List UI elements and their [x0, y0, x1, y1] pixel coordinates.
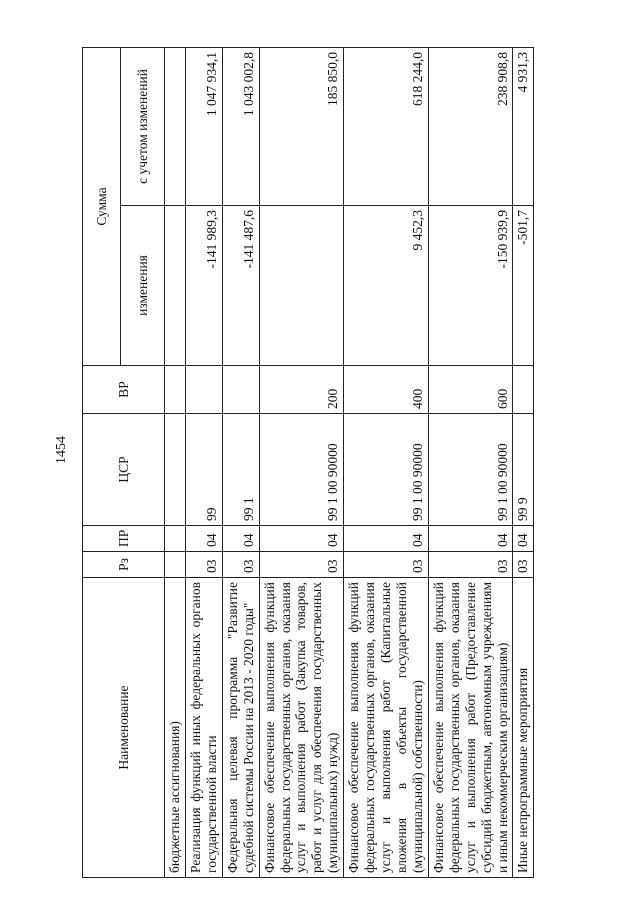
- row-vr-cell: [165, 366, 186, 414]
- table-row: [165, 47, 186, 877]
- row-csr-cell: 99 9: [513, 414, 534, 526]
- rotated-table-container: [82, 48, 602, 878]
- row-name-cell: Федеральная целевая программа "Развитие судебной системы России на 2013 - 2020 годы": [222, 578, 259, 878]
- row-change-cell: -150 939,9: [428, 206, 513, 366]
- header-with-change: с учетом изменений: [121, 47, 165, 205]
- table-row: [222, 47, 259, 877]
- table-row: [185, 47, 222, 877]
- row-total-cell: 1 043 002,8: [222, 47, 259, 205]
- row-name-cell: бюджетные ассигнования): [165, 578, 186, 878]
- row-rz-cell: 03: [428, 552, 513, 578]
- row-vr-cell: [222, 366, 259, 414]
- row-rz-cell: [165, 552, 186, 578]
- row-pr-cell: 04: [428, 526, 513, 552]
- row-total-cell: [165, 47, 186, 205]
- row-pr-cell: [165, 526, 186, 552]
- row-vr-cell: 400: [344, 366, 429, 414]
- table-row: [344, 47, 429, 877]
- header-vr: ВР: [83, 366, 165, 414]
- row-change-cell: -141 989,3: [185, 206, 222, 366]
- row-pr-cell: 04: [344, 526, 429, 552]
- header-csr: ЦСР: [83, 414, 165, 526]
- row-rz-cell: 03: [185, 552, 222, 578]
- row-name-cell: Финансовое обеспечение выполнения функций федеральных государственных органов, оказания услуг и выполнения работ (Капитальные вложения в объекты государственной (муниципальной) собственности): [344, 578, 429, 878]
- row-name-cell: Финансовое обеспечение выполнения функций федеральных государственных органов, оказания услуг и выполнения работ (Закупка товаров, работ и услуг для обеспечения государственных (муниципальных) нужд): [259, 578, 344, 878]
- row-pr-cell: 04: [513, 526, 534, 552]
- header-pr: ПР: [83, 526, 165, 552]
- row-change-cell: -141 487,6: [222, 206, 259, 366]
- budget-table: [82, 47, 534, 878]
- row-name-cell: Финансовое обеспечение выполнения функций федеральных государственных органов, оказания услуг и выполнения работ (Предоставление субсидий бюджетным, автономным учреждениям и иным некоммерческим организациям): [428, 578, 513, 878]
- row-pr-cell: 04: [185, 526, 222, 552]
- row-change-cell: [165, 206, 186, 366]
- row-rz-cell: 03: [222, 552, 259, 578]
- row-change-cell: 9 452,3: [344, 206, 429, 366]
- row-total-cell: 1 047 934,1: [185, 47, 222, 205]
- row-vr-cell: 200: [259, 366, 344, 414]
- table-body: [165, 47, 534, 877]
- row-pr-cell: 04: [259, 526, 344, 552]
- table-row: [428, 47, 513, 877]
- row-name-cell: Иные непрограммные мероприятия: [513, 578, 534, 878]
- row-csr-cell: 99 1 00 90000: [344, 414, 429, 526]
- row-csr-cell: 99 1 00 90000: [428, 414, 513, 526]
- row-total-cell: 618 244,0: [344, 47, 429, 205]
- row-rz-cell: 03: [259, 552, 344, 578]
- row-change-cell: -501,7: [513, 206, 534, 366]
- row-vr-cell: [185, 366, 222, 414]
- row-total-cell: 185 850,0: [259, 47, 344, 205]
- header-sum: Сумма: [83, 47, 121, 365]
- table-header: [83, 47, 165, 877]
- row-csr-cell: 99 1: [222, 414, 259, 526]
- row-total-cell: 4 931,3: [513, 47, 534, 205]
- header-rz: Рз: [83, 552, 165, 578]
- row-csr-cell: 99: [185, 414, 222, 526]
- page-number: 1454: [54, 436, 69, 464]
- row-rz-cell: 03: [344, 552, 429, 578]
- row-name-cell: Реализация функций иных федеральных органов государственной власти: [185, 578, 222, 878]
- row-change-cell: [259, 206, 344, 366]
- row-csr-cell: [165, 414, 186, 526]
- row-vr-cell: 600: [428, 366, 513, 414]
- header-change: изменения: [121, 206, 165, 366]
- table-row: [259, 47, 344, 877]
- row-csr-cell: 99 1 00 90000: [259, 414, 344, 526]
- row-rz-cell: 03: [513, 552, 534, 578]
- row-pr-cell: 04: [222, 526, 259, 552]
- header-name: Наименование: [83, 578, 165, 878]
- row-vr-cell: [513, 366, 534, 414]
- row-total-cell: 238 908,8: [428, 47, 513, 205]
- table-row: [513, 47, 534, 877]
